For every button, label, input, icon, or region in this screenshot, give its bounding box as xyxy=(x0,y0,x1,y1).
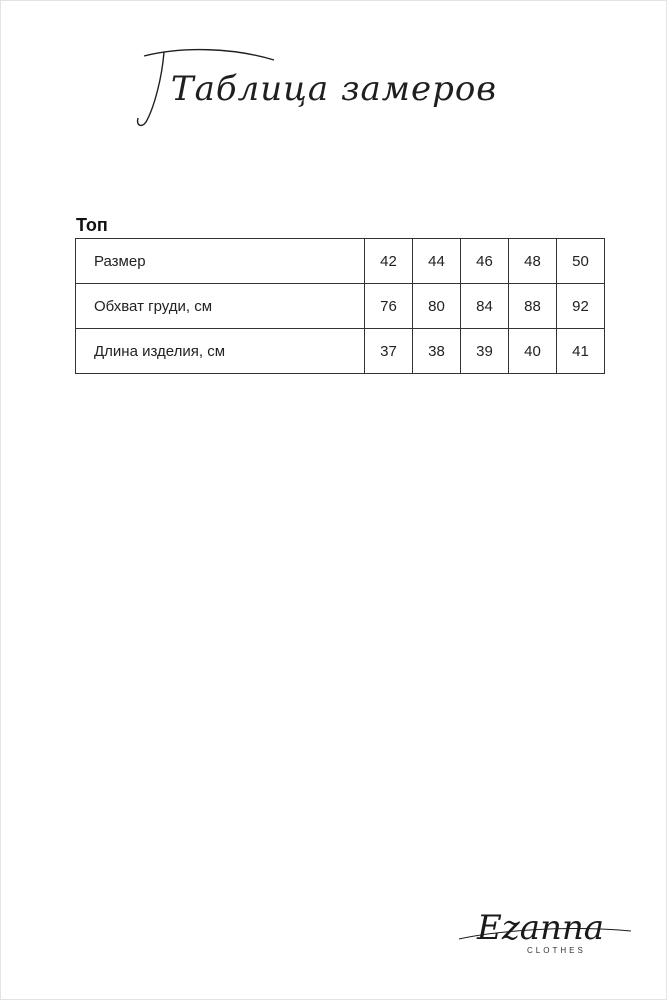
table-cell: 42 xyxy=(365,239,413,284)
table-cell: 46 xyxy=(461,239,509,284)
table-cell: 44 xyxy=(413,239,461,284)
table-row xyxy=(76,329,605,374)
row-label: Размер xyxy=(76,239,365,284)
table-cell: 48 xyxy=(509,239,557,284)
table-row xyxy=(76,284,605,329)
table-cell: 40 xyxy=(509,329,557,374)
brand-subtitle: CLOTHES xyxy=(527,946,586,955)
table-cell: 38 xyxy=(413,329,461,374)
table-cell: 50 xyxy=(557,239,605,284)
table-cell: 37 xyxy=(365,329,413,374)
page-title-text: Таблица замеров xyxy=(170,69,497,109)
table-cell: 80 xyxy=(413,284,461,329)
page-title xyxy=(0,38,667,138)
table-cell: 76 xyxy=(365,284,413,329)
section-title: Топ xyxy=(76,215,108,235)
row-label: Длина изделия, см xyxy=(76,329,365,374)
table-cell: 84 xyxy=(461,284,509,329)
table-cell: 39 xyxy=(461,329,509,374)
size-table xyxy=(75,238,605,374)
table-row xyxy=(76,239,605,284)
brand-logo-graphic xyxy=(455,895,635,975)
script-title xyxy=(124,38,544,138)
table-cell: 41 xyxy=(557,329,605,374)
brand-name: Ezanna xyxy=(477,908,605,948)
table-cell: 92 xyxy=(557,284,605,329)
brand-logo xyxy=(455,895,635,975)
table-cell: 88 xyxy=(509,284,557,329)
row-label: Обхват груди, см xyxy=(76,284,365,329)
